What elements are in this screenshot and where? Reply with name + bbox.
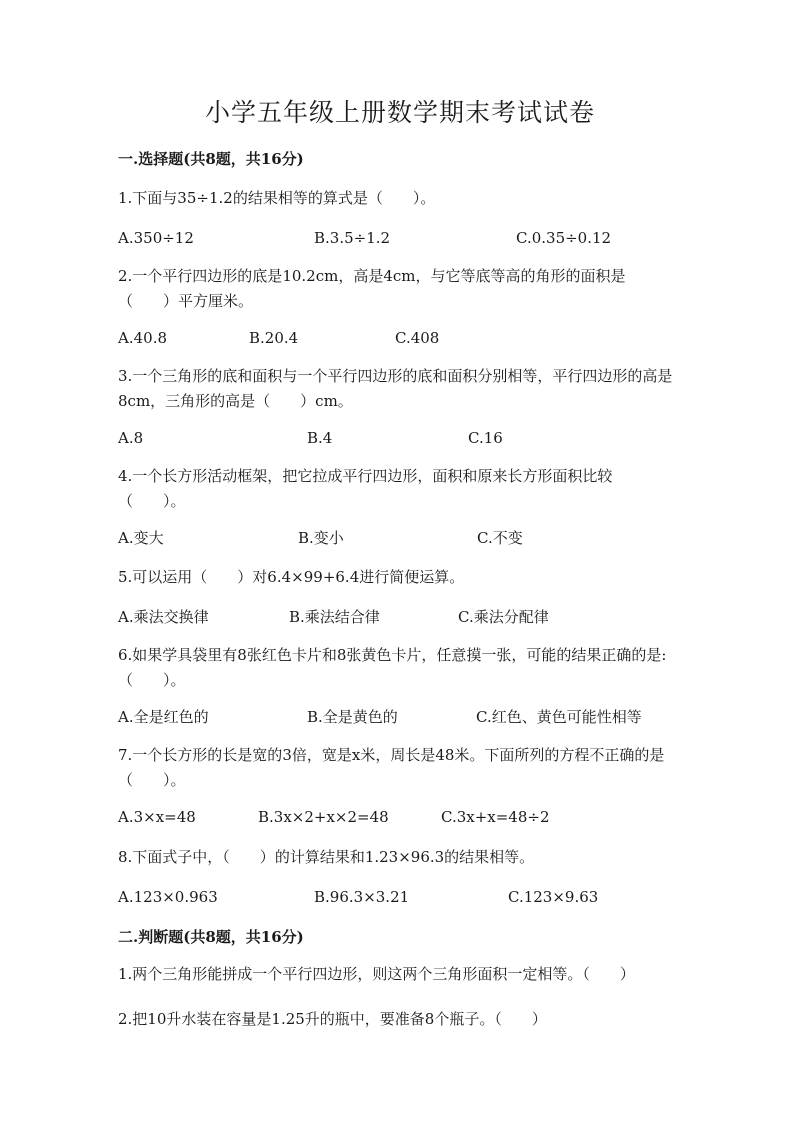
option-a: A.40.8 (118, 329, 167, 347)
judgement-question-2: 2.把10升水装在容量是1.25升的瓶中，要准备8个瓶子。（ ） (118, 1010, 547, 1028)
option-b: B.乘法结合律 (289, 608, 380, 626)
option-a: A.3×x=48 (118, 808, 196, 826)
question-5: 5.可以运用（ ）对6.4×99+6.4进行简便运算。 (118, 568, 465, 586)
options-8 (118, 886, 698, 908)
question-7: 7.一个长方形的长是宽的3倍，宽是x米，周长是48米。下面所列的方程不正确的是（ ）。 (118, 746, 665, 789)
option-b: B.变小 (298, 529, 344, 547)
question-4: 4.一个长方形活动框架，把它拉成平行四边形，面积和原来长方形面积比较（ ）。 (118, 467, 613, 510)
option-a: A.乘法交换律 (118, 608, 209, 626)
question-3: 3.一个三角形的底和面积与一个平行四边形的底和面积分别相等，平行四边形的高是8cm，三角形的高是（ ）cm。 (118, 367, 673, 410)
section-heading-choice: 一.选择题(共8题，共16分) (118, 150, 304, 168)
judgement-question-1: 1.两个三角形能拼成一个平行四边形，则这两个三角形面积一定相等。（ ） (118, 965, 635, 983)
option-b: B.全是黄色的 (307, 708, 398, 726)
option-b: B.20.4 (249, 329, 299, 347)
option-a: A.变大 (118, 529, 164, 547)
options-3 (118, 427, 698, 449)
question-8: 8.下面式子中，（ ）的计算结果和1.23×96.3的结果相等。 (118, 848, 535, 866)
option-a: A.8 (118, 429, 144, 447)
option-b: B.96.3×3.21 (314, 888, 410, 906)
option-c: C.408 (395, 329, 440, 347)
question-6: 6.如果学具袋里有8张红色卡片和8张黄色卡片，任意摸一张，可能的结果正确的是:（ ）。 (118, 646, 667, 689)
option-c: C.0.35÷0.12 (516, 229, 612, 247)
option-a: A.全是红色的 (118, 708, 209, 726)
option-a: A.350÷12 (118, 229, 194, 247)
question-2: 2.一个平行四边形的底是10.2cm，高是4cm，与它等底等高的角形的面积是（ ）平方厘米。 (118, 267, 626, 310)
option-c: C.乘法分配律 (458, 608, 549, 626)
options-6 (118, 706, 698, 728)
page-title: 小学五年级上册数学期末考试试卷 (204, 98, 595, 127)
section-heading-judgement: 二.判断题(共8题，共16分) (118, 928, 304, 946)
option-c: C.123×9.63 (508, 888, 599, 906)
option-a: A.123×0.963 (118, 888, 218, 906)
option-b: B.3x×2+x×2=48 (258, 808, 389, 826)
option-c: C.红色、黄色可能性相等 (476, 708, 642, 726)
question-1: 1.下面与35÷1.2的结果相等的算式是（ ）。 (118, 189, 436, 207)
option-c: C.16 (468, 429, 503, 447)
option-b: B.4 (307, 429, 333, 447)
options-4 (118, 527, 698, 549)
option-c: C.3x+x=48÷2 (441, 808, 550, 826)
options-2 (118, 327, 698, 349)
options-1 (118, 227, 698, 249)
options-5 (118, 606, 698, 628)
option-b: B.3.5÷1.2 (314, 229, 391, 247)
options-7 (118, 806, 698, 828)
option-c: C.不变 (477, 529, 523, 547)
